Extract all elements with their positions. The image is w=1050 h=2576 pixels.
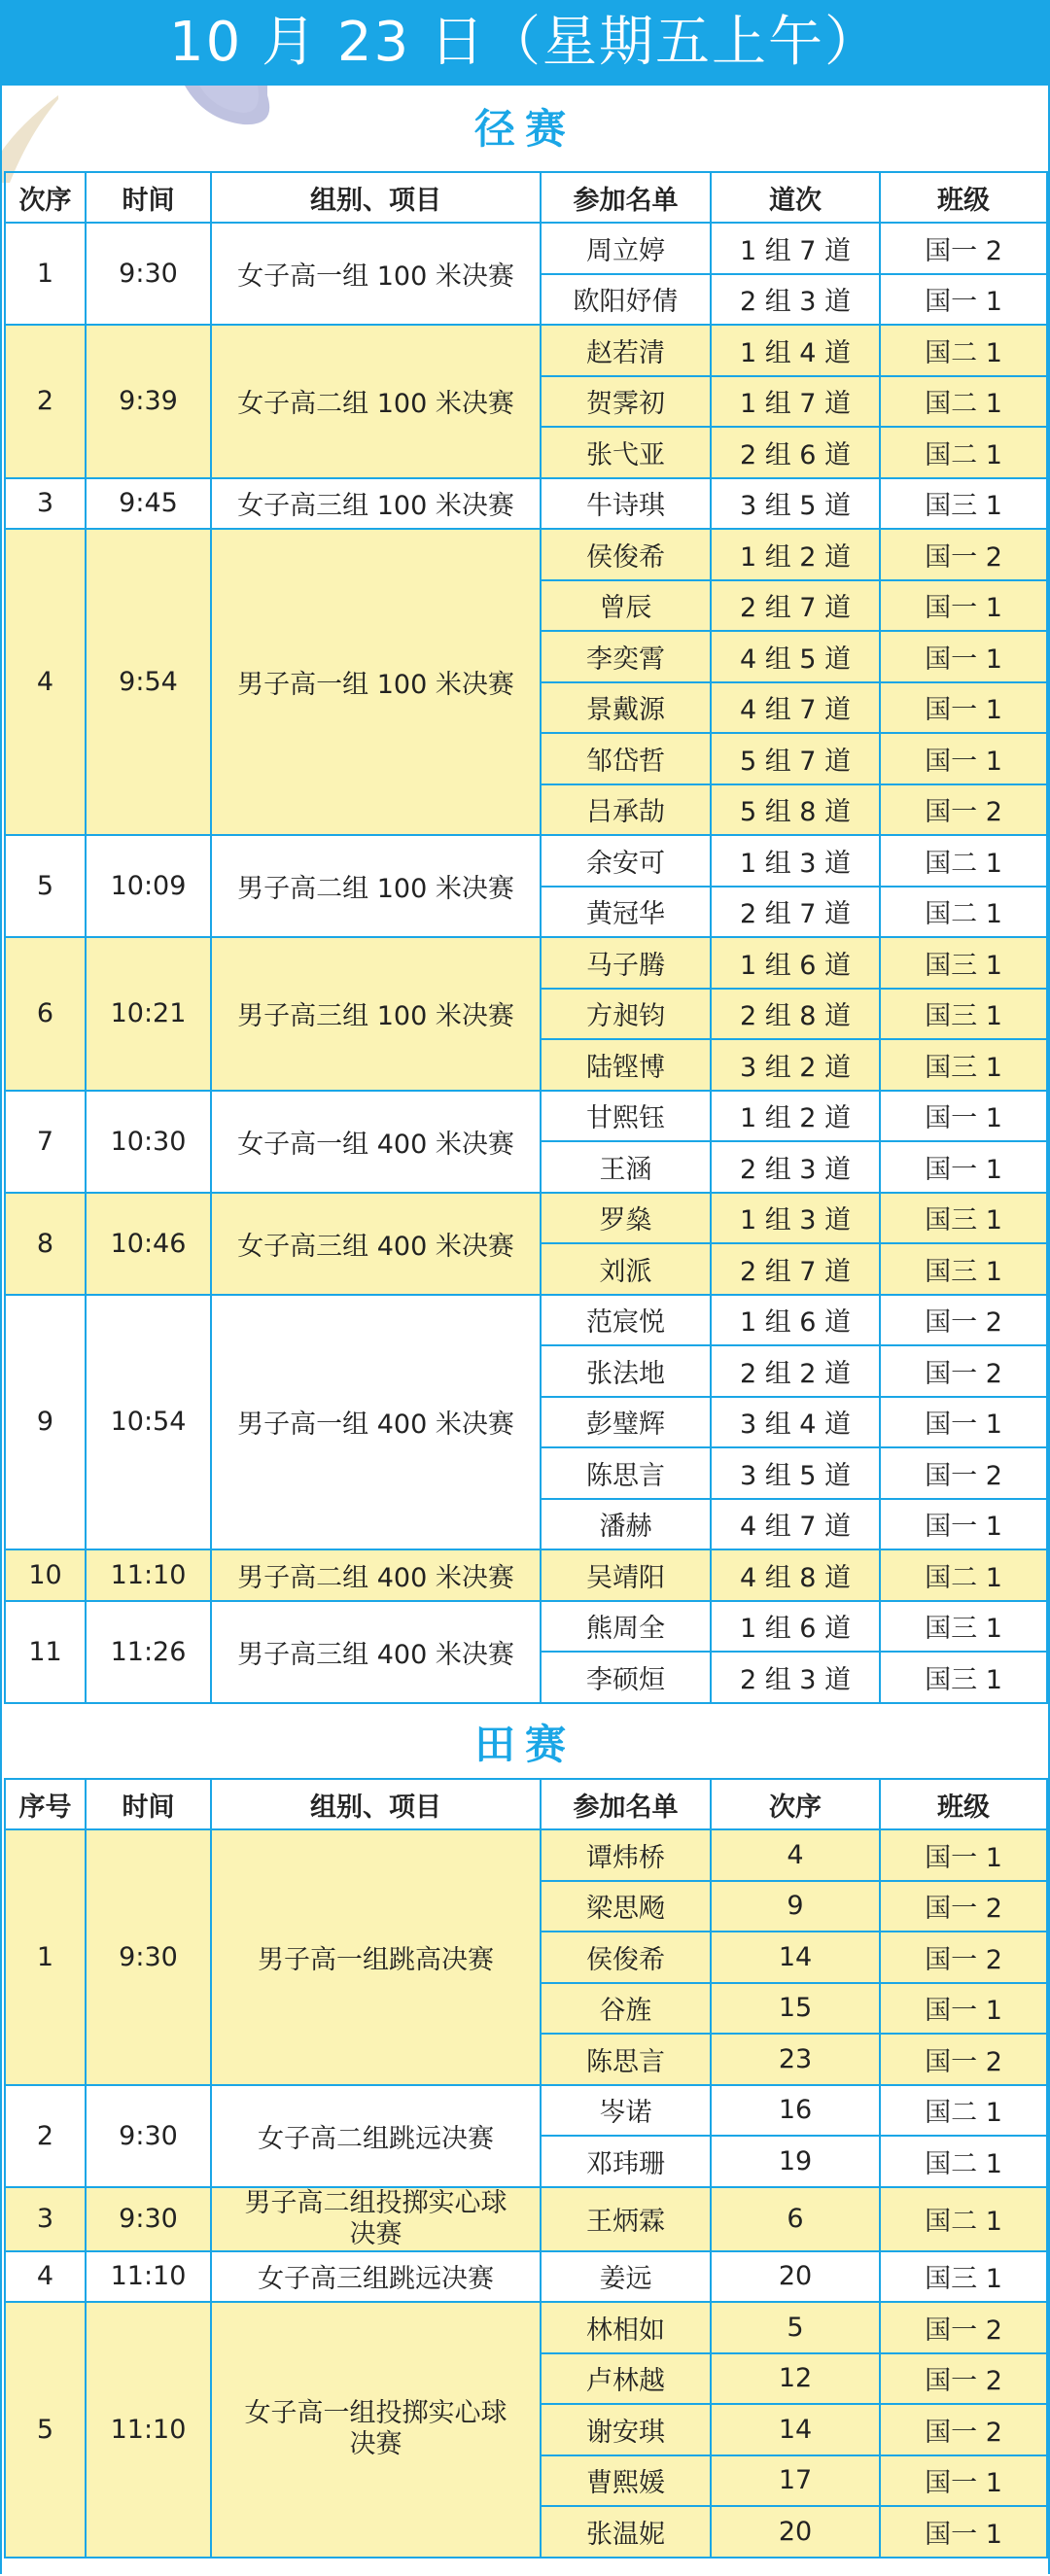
participant-name: 曹熙媛: [541, 2455, 711, 2507]
event-time: 9:30: [86, 2085, 211, 2187]
event-time: 11:26: [86, 1601, 211, 1703]
table-row: [5, 835, 1047, 887]
participant-name: 卢林越: [541, 2353, 711, 2405]
column-header: 参加名单: [541, 172, 711, 223]
table-row: [5, 2251, 1047, 2303]
class-name: 国一 2: [880, 1881, 1047, 1932]
event-name: 女子高三组跳远决赛: [211, 2251, 541, 2303]
field-section-title: 田赛: [473, 1721, 576, 1768]
lane-order: 14: [711, 1932, 880, 1983]
class-name: 国三 1: [880, 989, 1047, 1040]
lane-order: 6: [711, 2187, 880, 2251]
event-time: 10:54: [86, 1295, 211, 1550]
column-header: 参加名单: [541, 1779, 711, 1829]
lane-order: 5 组 7 道: [711, 733, 880, 784]
participant-name: 甘熙钰: [541, 1091, 711, 1142]
class-name: 国一 2: [880, 2353, 1047, 2405]
lane-order: 17: [711, 2455, 880, 2507]
table-row: [5, 1549, 1047, 1601]
class-name: 国三 1: [880, 1039, 1047, 1091]
table-row: [5, 223, 1047, 274]
lane-order: 20: [711, 2251, 880, 2303]
table-row: [5, 478, 1047, 530]
class-name: 国三 1: [880, 2251, 1047, 2303]
lane-order: 23: [711, 2034, 880, 2085]
event-name: 男子高二组投掷实心球 决赛: [211, 2187, 541, 2251]
lane-order: 4 组 5 道: [711, 631, 880, 682]
lane-order: 14: [711, 2404, 880, 2455]
class-name: 国一 2: [880, 529, 1047, 580]
column-header: 组别、项目: [211, 1779, 541, 1829]
table-row: [5, 325, 1047, 376]
event-time: 9:54: [86, 529, 211, 835]
class-name: 国一 1: [880, 1397, 1047, 1448]
event-number: 6: [5, 937, 86, 1091]
table-header-row: [5, 1779, 1047, 1829]
participant-name: 侯俊希: [541, 529, 711, 580]
event-time: 10:30: [86, 1091, 211, 1193]
participant-name: 王涵: [541, 1141, 711, 1193]
event-name: 女子高三组 100 米决赛: [211, 478, 541, 530]
lane-order: 19: [711, 2136, 880, 2187]
participant-name: 景戴源: [541, 682, 711, 734]
class-name: 国一 2: [880, 1345, 1047, 1397]
lane-order: 3 组 4 道: [711, 1397, 880, 1448]
participant-name: 陆铿博: [541, 1039, 711, 1091]
table-row: [5, 529, 1047, 580]
page-title: 10 月 23 日（星期五上午）: [0, 0, 1050, 86]
lane-order: 2 组 7 道: [711, 1243, 880, 1295]
class-name: 国二 1: [880, 2136, 1047, 2187]
participant-name: 周立婷: [541, 223, 711, 274]
participant-name: 曾辰: [541, 580, 711, 632]
event-name: 女子高一组 100 米决赛: [211, 223, 541, 325]
lane-order: 4 组 7 道: [711, 682, 880, 734]
class-name: 国三 1: [880, 1243, 1047, 1295]
table-row: [5, 1295, 1047, 1346]
class-name: 国一 1: [880, 2455, 1047, 2507]
participant-name: 方昶钧: [541, 989, 711, 1040]
participant-name: 彭璧辉: [541, 1397, 711, 1448]
column-header: 班级: [880, 1779, 1047, 1829]
event-time: 11:10: [86, 2251, 211, 2303]
participant-name: 贺霁初: [541, 376, 711, 428]
class-name: 国一 1: [880, 1141, 1047, 1193]
track-section-title: 径赛: [473, 105, 576, 153]
event-number: 5: [5, 835, 86, 937]
lane-order: 1 组 4 道: [711, 325, 880, 376]
event-name: 男子高三组 100 米决赛: [211, 937, 541, 1091]
class-name: 国一 2: [880, 2302, 1047, 2353]
participant-name: 王炳霖: [541, 2187, 711, 2251]
lane-order: 12: [711, 2353, 880, 2405]
class-name: 国一 2: [880, 1295, 1047, 1346]
class-name: 国一 1: [880, 580, 1047, 632]
event-name: 女子高二组跳远决赛: [211, 2085, 541, 2187]
participant-name: 谷旌: [541, 1983, 711, 2035]
table-row: [5, 2187, 1047, 2251]
participant-name: 张法地: [541, 1345, 711, 1397]
class-name: 国一 2: [880, 784, 1047, 836]
lane-order: 20: [711, 2506, 880, 2558]
event-name: 女子高三组 400 米决赛: [211, 1193, 541, 1295]
participant-name: 黄冠华: [541, 887, 711, 938]
participant-name: 张温妮: [541, 2506, 711, 2558]
participant-name: 罗燊: [541, 1193, 711, 1244]
lane-order: 2 组 2 道: [711, 1345, 880, 1397]
participant-name: 邓玮珊: [541, 2136, 711, 2187]
lane-order: 4 组 7 道: [711, 1499, 880, 1550]
lane-order: 4: [711, 1829, 880, 1881]
event-time: 10:09: [86, 835, 211, 937]
event-time: 10:46: [86, 1193, 211, 1295]
participant-name: 牛诗琪: [541, 478, 711, 530]
participant-name: 林相如: [541, 2302, 711, 2353]
lane-order: 1 组 2 道: [711, 529, 880, 580]
class-name: 国二 1: [880, 376, 1047, 428]
event-name: 男子高二组 100 米决赛: [211, 835, 541, 937]
event-name: 男子高一组 400 米决赛: [211, 1295, 541, 1550]
lane-order: 4 组 8 道: [711, 1549, 880, 1601]
class-name: 国一 1: [880, 1499, 1047, 1550]
participant-name: 梁思飏: [541, 1881, 711, 1932]
participant-name: 欧阳妤倩: [541, 274, 711, 326]
column-header: 时间: [86, 172, 211, 223]
table-row: [5, 1829, 1047, 1881]
class-name: 国一 1: [880, 733, 1047, 784]
lane-order: 2 组 6 道: [711, 427, 880, 478]
class-name: 国一 1: [880, 1091, 1047, 1142]
lane-order: 9: [711, 1881, 880, 1932]
class-name: 国一 2: [880, 2404, 1047, 2455]
participant-name: 谢安琪: [541, 2404, 711, 2455]
participant-name: 范宸悦: [541, 1295, 711, 1346]
lane-order: 1 组 6 道: [711, 1601, 880, 1653]
participant-name: 侯俊希: [541, 1932, 711, 1983]
class-name: 国一 2: [880, 1932, 1047, 1983]
participant-name: 陈思言: [541, 2034, 711, 2085]
event-name: 男子高一组跳高决赛: [211, 1829, 541, 2085]
class-name: 国一 1: [880, 274, 1047, 326]
column-header: 班级: [880, 172, 1047, 223]
participant-name: 谭炜桥: [541, 1829, 711, 1881]
lane-order: 1 组 7 道: [711, 223, 880, 274]
lane-order: 2 组 3 道: [711, 1141, 880, 1193]
event-number: 8: [5, 1193, 86, 1295]
lane-order: 15: [711, 1983, 880, 2035]
column-header: 次序: [711, 1779, 880, 1829]
event-name: 男子高一组 100 米决赛: [211, 529, 541, 835]
participant-name: 刘派: [541, 1243, 711, 1295]
column-header: 时间: [86, 1779, 211, 1829]
event-name: 女子高一组投掷实心球 决赛: [211, 2302, 541, 2558]
class-name: 国一 2: [880, 2034, 1047, 2085]
participant-name: 潘赫: [541, 1499, 711, 1550]
event-time: 10:21: [86, 937, 211, 1091]
event-number: 3: [5, 2187, 86, 2251]
event-name: 男子高二组 400 米决赛: [211, 1549, 541, 1601]
field-schedule-table: [4, 1778, 1048, 2559]
event-time: 9:30: [86, 2187, 211, 2251]
class-name: 国一 2: [880, 223, 1047, 274]
lane-order: 1 组 2 道: [711, 1091, 880, 1142]
class-name: 国三 1: [880, 1193, 1047, 1244]
participant-name: 马子腾: [541, 937, 711, 989]
event-number: 4: [5, 529, 86, 835]
column-header: 序号: [5, 1779, 86, 1829]
event-time: 11:10: [86, 1549, 211, 1601]
class-name: 国一 1: [880, 682, 1047, 734]
event-number: 1: [5, 1829, 86, 2085]
participant-name: 李奕霄: [541, 631, 711, 682]
lane-order: 2 组 3 道: [711, 1652, 880, 1703]
event-number: 2: [5, 2085, 86, 2187]
event-number: 7: [5, 1091, 86, 1193]
participant-name: 陈思言: [541, 1447, 711, 1499]
participant-name: 吴靖阳: [541, 1549, 711, 1601]
lane-order: 2 组 8 道: [711, 989, 880, 1040]
participant-name: 熊周全: [541, 1601, 711, 1653]
event-name: 女子高二组 100 米决赛: [211, 325, 541, 478]
event-number: 4: [5, 2251, 86, 2303]
lane-order: 3 组 5 道: [711, 1447, 880, 1499]
class-name: 国三 1: [880, 937, 1047, 989]
table-row: [5, 1601, 1047, 1653]
lane-order: 1 组 3 道: [711, 1193, 880, 1244]
lane-order: 1 组 7 道: [711, 376, 880, 428]
lane-order: 1 组 3 道: [711, 835, 880, 887]
lane-order: 5: [711, 2302, 880, 2353]
class-name: 国一 1: [880, 1983, 1047, 2035]
column-header: 次序: [5, 172, 86, 223]
participant-name: 赵若清: [541, 325, 711, 376]
class-name: 国二 1: [880, 1549, 1047, 1601]
event-name: 女子高一组 400 米决赛: [211, 1091, 541, 1193]
event-time: 9:45: [86, 478, 211, 530]
class-name: 国三 1: [880, 1601, 1047, 1653]
table-row: [5, 1091, 1047, 1142]
event-number: 1: [5, 223, 86, 325]
lane-order: 1 组 6 道: [711, 937, 880, 989]
event-time: 9:30: [86, 1829, 211, 2085]
participant-name: 姜远: [541, 2251, 711, 2303]
lane-order: 5 组 8 道: [711, 784, 880, 836]
class-name: 国二 1: [880, 887, 1047, 938]
table-row: [5, 1193, 1047, 1244]
event-number: 9: [5, 1295, 86, 1550]
column-header: 组别、项目: [211, 172, 541, 223]
event-number: 11: [5, 1601, 86, 1703]
table-row: [5, 2085, 1047, 2137]
event-time: 11:10: [86, 2302, 211, 2558]
event-number: 10: [5, 1549, 86, 1601]
participant-name: 余安可: [541, 835, 711, 887]
class-name: 国一 1: [880, 631, 1047, 682]
lane-order: 2 组 7 道: [711, 887, 880, 938]
class-name: 国三 1: [880, 478, 1047, 530]
event-name: 男子高三组 400 米决赛: [211, 1601, 541, 1703]
event-time: 9:30: [86, 223, 211, 325]
lane-order: 1 组 6 道: [711, 1295, 880, 1346]
class-name: 国二 1: [880, 835, 1047, 887]
event-number: 5: [5, 2302, 86, 2558]
event-number: 3: [5, 478, 86, 530]
class-name: 国二 1: [880, 325, 1047, 376]
lane-order: 2 组 7 道: [711, 580, 880, 632]
event-number: 2: [5, 325, 86, 478]
participant-name: 李硕烜: [541, 1652, 711, 1703]
event-time: 9:39: [86, 325, 211, 478]
class-name: 国三 1: [880, 1652, 1047, 1703]
lane-order: 2 组 3 道: [711, 274, 880, 326]
class-name: 国二 1: [880, 427, 1047, 478]
lane-order: 3 组 5 道: [711, 478, 880, 530]
participant-name: 岑诺: [541, 2085, 711, 2137]
class-name: 国二 1: [880, 2187, 1047, 2251]
participant-name: 吕承劼: [541, 784, 711, 836]
class-name: 国一 1: [880, 2506, 1047, 2558]
class-name: 国一 1: [880, 1829, 1047, 1881]
class-name: 国一 2: [880, 1447, 1047, 1499]
participant-name: 张弋亚: [541, 427, 711, 478]
track-schedule-table: [4, 171, 1048, 1704]
table-row: [5, 2302, 1047, 2353]
class-name: 国二 1: [880, 2085, 1047, 2137]
column-header: 道次: [711, 172, 880, 223]
lane-order: 3 组 2 道: [711, 1039, 880, 1091]
lane-order: 16: [711, 2085, 880, 2137]
participant-name: 邹岱哲: [541, 733, 711, 784]
table-row: [5, 937, 1047, 989]
table-header-row: [5, 172, 1047, 223]
